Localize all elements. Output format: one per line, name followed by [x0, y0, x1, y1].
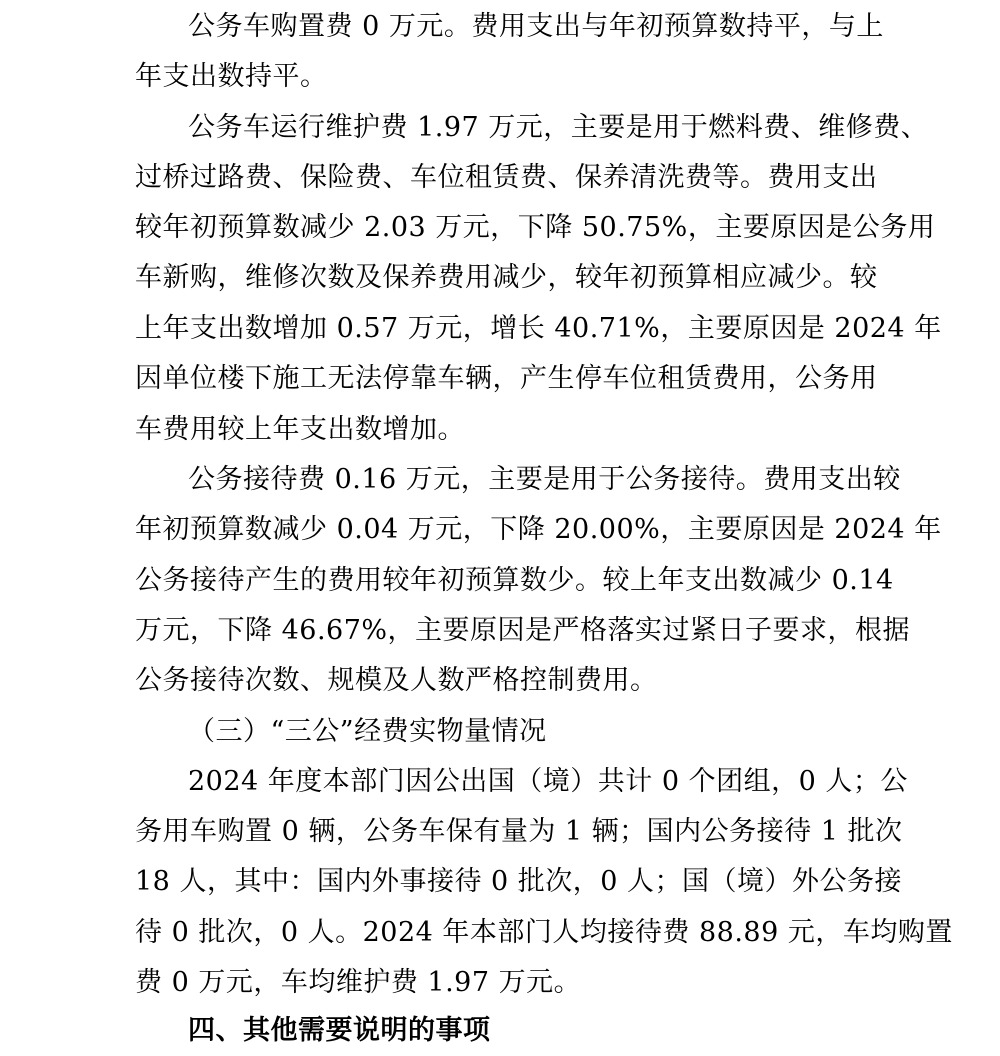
text-line: 过桥过路费、保险费、车位租赁费、保养清洗费等。费用支出 — [135, 162, 878, 193]
text-line: 车新购，维修次数及保养费用减少，较年初预算相应减少。较 — [135, 262, 878, 293]
text-line: 公务接待产生的费用较年初预算数少。较上年支出数减少 0.14 — [135, 565, 894, 596]
text-line: 年初预算数减少 0.04 万元，下降 20.00%，主要原因是 2024 年 — [135, 514, 942, 545]
text-line: 费 0 万元，车均维护费 1.97 万元。 — [135, 967, 582, 998]
text-line: 2024 年度本部门因公出国（境）共计 0 个团组，0 人；公 — [188, 766, 908, 797]
text-line: 公务车购置费 0 万元。费用支出与年初预算数持平，与上 — [188, 11, 884, 42]
text-line: 上年支出数增加 0.57 万元，增长 40.71%，主要原因是 2024 年 — [135, 313, 942, 344]
text-line: 务用车购置 0 辆，公务车保有量为 1 辆；国内公务接待 1 批次 — [135, 816, 903, 847]
section-heading: 四、其他需要说明的事项 — [188, 1015, 491, 1046]
text-line: 18 人，其中：国内外事接待 0 批次，0 人；国（境）外公务接 — [135, 866, 903, 897]
text-line: 万元，下降 46.67%，主要原因是严格落实过紧日子要求，根据 — [135, 615, 911, 646]
text-line: 因单位楼下施工无法停靠车辆，产生停车位租赁费用，公务用 — [135, 363, 878, 394]
text-line: 较年初预算数减少 2.03 万元，下降 50.75%，主要原因是公务用 — [135, 212, 936, 243]
text-line: 年支出数持平。 — [135, 61, 328, 92]
text-line: 待 0 批次，0 人。2024 年本部门人均接待费 88.89 元，车均购置 — [135, 917, 953, 948]
text-line: 车费用较上年支出数增加。 — [135, 414, 465, 445]
text-line: 公务接待次数、规模及人数严格控制费用。 — [135, 665, 658, 696]
text-line: 公务车运行维护费 1.97 万元，主要是用于燃料费、维修费、 — [188, 112, 929, 143]
text-line: 公务接待费 0.16 万元，主要是用于公务接待。费用支出较 — [188, 464, 901, 495]
section-subheading: （三）“三公”经费实物量情况 — [188, 716, 547, 747]
